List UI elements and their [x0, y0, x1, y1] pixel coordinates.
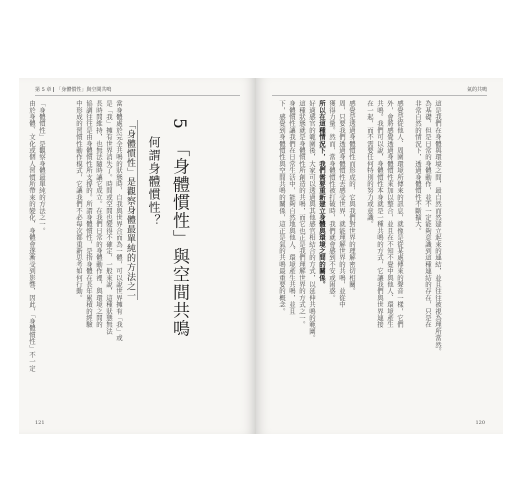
chapter-label: 第 5 章: [35, 87, 52, 93]
body-column-emphasis: 所以在這種情況下，我們需要重新建立身體與環境之間的關係。: [318, 100, 326, 288]
body-column: 是「我」擁有世界消失了。時間或空間也變得不確定，一般來說，這種狀態無法: [105, 100, 113, 335]
body-column: 身體慣性讓我們在日常生活中，能夠自然地與他人、環境產生共鳴，並且: [288, 100, 296, 315]
header-divider: [53, 87, 54, 92]
body-column: 共鳴。我們可以說，身體慣性本身就是一種共鳴的方式，它讓我們與世界連接: [376, 100, 384, 328]
body-column: 非常自然的情況下，透過身體慣性不斷擴大。: [414, 100, 422, 234]
body-column: 當身體處於完全共鳴的狀態時，自我與世界合而為一體，可以說世界擁有「我」或: [115, 100, 123, 342]
body-column: 這種狀態就是身體慣性所創造的共鳴，而它也正是我們理解世界的方式之一。: [298, 100, 306, 328]
body-column: 「身體慣性」是觀察身體最單純的方法之一。: [38, 100, 46, 234]
body-column: 由於身體、文化或個人習慣所帶來的變化，身體會逐漸受到影響，因此，「身體慣性」不一定: [28, 100, 36, 372]
body-column: 感覺是透過身體慣性而形成的，它與我們對世界的理解密切相關。: [348, 100, 356, 295]
left-page: [19, 78, 256, 434]
right-page: [256, 78, 503, 434]
question-heading: 「身體慣性」是觀察身體最單純的方法之一: [125, 120, 135, 301]
header-rule: [272, 95, 487, 96]
header-rule: [35, 95, 240, 96]
body-column: 協調往往是由身體慣性所支撐的。所謂身體慣性，是指身體在長年累積的經驗: [85, 100, 93, 328]
body-column: 外，會將感覺透過身體慣性來加以整合，並且在不知不覺中與他人、環境產生: [386, 100, 394, 328]
heading-rule: [137, 120, 138, 300]
body-column: 長時間維持，也無法隨時讓它成立。在我們日常的身體動作裡，與環境之間的: [95, 100, 103, 328]
body-column: 周，只要我們透過身體慣性去感受世界，就能理解世界的共鳴，並從中: [338, 100, 346, 308]
section-title: [169, 118, 189, 337]
body-column: 這是我們在身體與環境之間，最自然而然建立起來的連結，並且往往被視為理所當然。: [434, 100, 442, 355]
page-number: 120: [475, 420, 485, 426]
section-number: 5: [169, 118, 189, 130]
chapter-title: 「身體慣性」與空間共鳴: [56, 87, 112, 93]
body-column: 獲得力量。然而，當身體慣性被打破時，我們就會感到不安或困惑。: [328, 100, 336, 301]
body-column: 為基礎，但是日常的身體動作，並不一定能夠意識到這種連結的存在，只是在: [424, 100, 432, 328]
running-header-title: 氣的共鳴: [466, 87, 487, 93]
section-title-text: 「身體慣性」與空間共鳴: [169, 147, 189, 338]
body-column: 感覺是從他人、周圍環境所傳來的訊息，就像是從某處傳來的聲音一樣，它們: [396, 100, 404, 328]
body-column: 在一起，而不需要任何特別的努力或意識。: [366, 100, 374, 228]
running-header: [35, 86, 111, 93]
page-number: 121: [35, 420, 45, 426]
subsection-title: 何謂身體慣性？: [147, 136, 161, 227]
body-column: 下，感覺到身體慣性與空間共鳴的關係，這正是氣的共鳴最重要的概念。: [278, 100, 286, 315]
body-column: 好適感官的範圍後，大家可以透過與其他感官相結合的方式，以延伸共鳴的範圍。: [308, 100, 316, 342]
body-column: 中形成的習慣性動作模式，它讓我們不必每次都重新思考如何行動。: [75, 100, 83, 301]
